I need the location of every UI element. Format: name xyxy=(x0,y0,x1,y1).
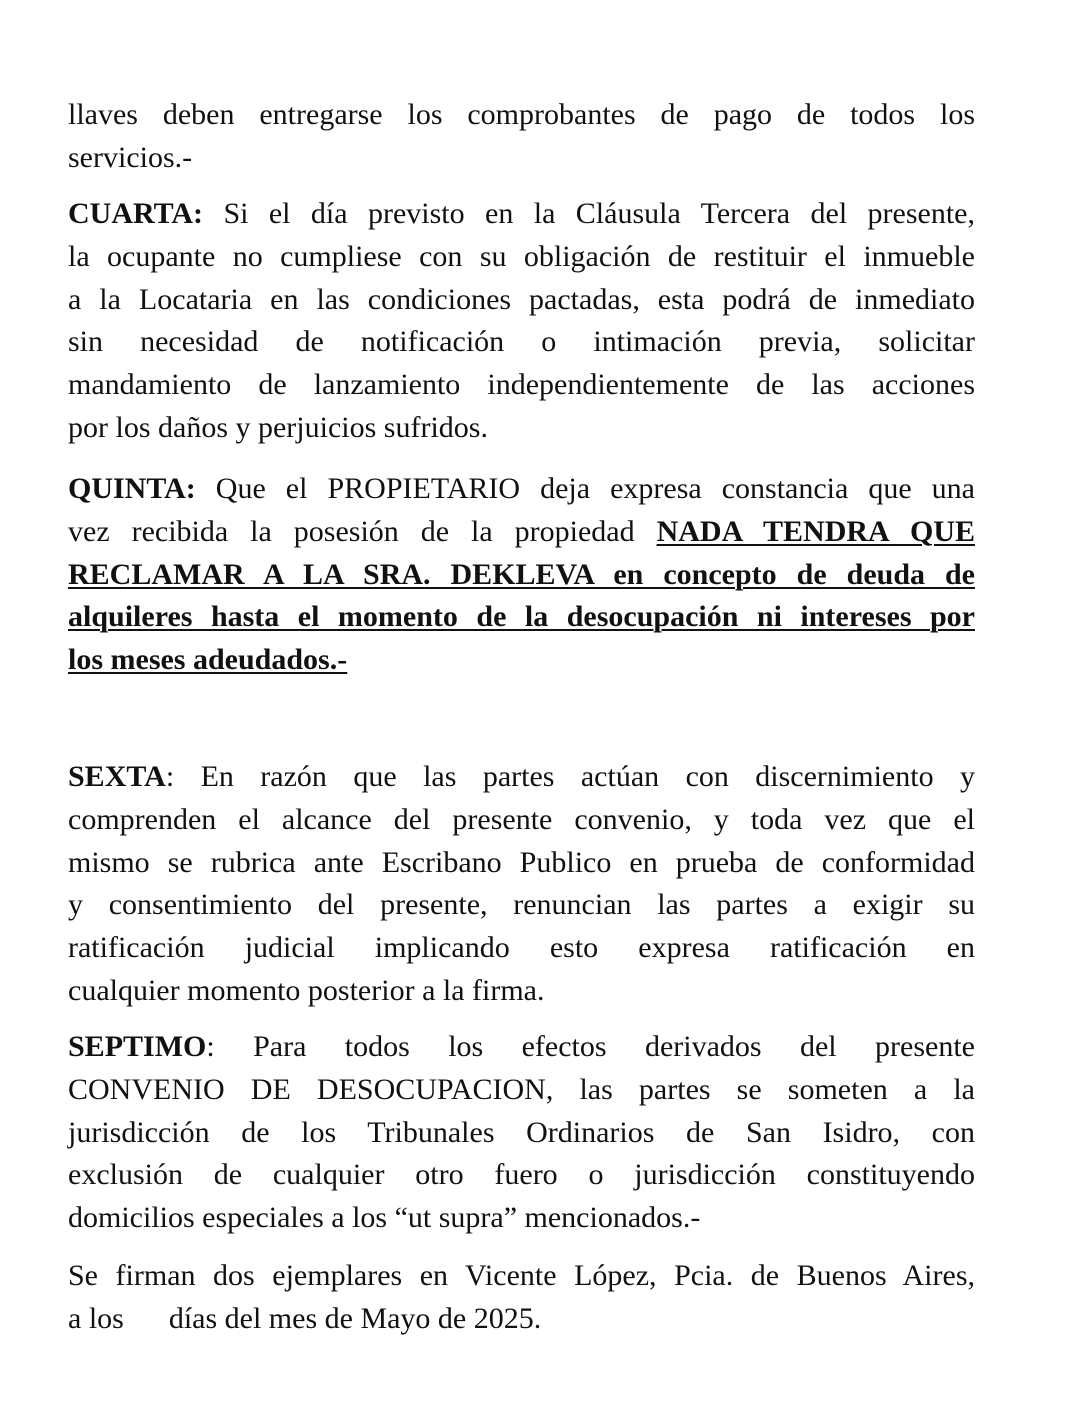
bold-text: SEPTIMO xyxy=(68,1030,207,1063)
text-segment: ratificación judicial implicando esto expresa ratificación en xyxy=(68,931,975,965)
clause-cuarta xyxy=(68,193,975,450)
text-segment: Si el día previsto en la Cláusula Tercera del presente, xyxy=(203,197,975,230)
bold-text: RECLAMAR A LA SRA. DEKLEVA en concepto de deuda de xyxy=(68,557,975,591)
text-line xyxy=(68,1026,975,1069)
text-line xyxy=(68,468,975,511)
text-segment: exclusión de cualquier otro fuero o jurisdicción constituyendo xyxy=(68,1158,975,1192)
text-line xyxy=(68,554,975,597)
text-line xyxy=(68,137,975,180)
text-segment: domicilios especiales a los “ut supra” mencionados.- xyxy=(68,1201,701,1235)
text-segment: : Para todos los efectos derivados del presente xyxy=(206,1030,975,1063)
text-line xyxy=(68,596,975,639)
bold-text: QUINTA: xyxy=(68,472,196,505)
text-segment: a la Locataria en las condiciones pactadas, esta podrá de inmediato xyxy=(68,282,975,316)
text-line xyxy=(68,1255,975,1298)
text-line xyxy=(68,970,975,1013)
text-segment: llaves deben entregarse los comprobantes de pago de todos los xyxy=(68,98,975,131)
text-line xyxy=(68,94,975,137)
bold-text: NADA TENDRA QUE xyxy=(656,514,976,548)
text-segment: jurisdicción de los Tribunales Ordinarios de San Isidro, con xyxy=(68,1115,975,1149)
bold-text: CUARTA: xyxy=(68,197,204,230)
text-line xyxy=(68,193,975,236)
signing-paragraph xyxy=(68,1255,975,1341)
text-segment: comprenden el alcance del presente convenio, y toda vez que el xyxy=(68,802,975,836)
paragraph-services xyxy=(68,94,975,180)
text-line xyxy=(68,639,975,682)
text-segment: sin necesidad de notificación o intimación previa, solicitar xyxy=(68,325,975,359)
text-segment: : En razón que las partes actúan con discernimiento y xyxy=(165,760,975,793)
text-segment: por los daños y perjuicios sufridos. xyxy=(68,410,488,444)
text-line xyxy=(68,321,975,364)
text-segment: mismo se rubrica ante Escribano Publico en prueba de conformidad xyxy=(68,845,975,879)
text-line xyxy=(68,364,975,407)
text-segment: Se firman dos ejemplares en Vicente López, Pcia. de Buenos Aires, xyxy=(68,1259,975,1292)
text-line xyxy=(68,1112,975,1155)
text-line xyxy=(68,1197,975,1240)
text-line xyxy=(68,236,975,279)
text-line xyxy=(68,279,975,322)
text-line xyxy=(68,407,975,450)
text-segment: Que el PROPIETARIO deja expresa constancia que una xyxy=(195,472,975,505)
text-segment: mandamiento de lanzamiento independientemente de las acciones xyxy=(68,368,975,402)
text-line xyxy=(68,842,975,885)
text-segment: servicios.- xyxy=(68,140,193,174)
text-line xyxy=(68,1298,975,1341)
text-line xyxy=(68,927,975,970)
text-line xyxy=(68,1069,975,1112)
text-line xyxy=(68,511,975,554)
bold-text: alquileres hasta el momento de la desocupación ni intereses por xyxy=(68,600,975,634)
text-segment: la ocupante no cumpliese con su obligación de restituir el inmueble xyxy=(68,239,975,273)
text-line xyxy=(68,756,975,799)
bold-text: SEXTA xyxy=(68,760,166,793)
text-line xyxy=(68,1154,975,1197)
text-line xyxy=(68,799,975,842)
bold-text: los meses adeudados.- xyxy=(68,643,348,677)
text-line xyxy=(68,884,975,927)
clause-quinta xyxy=(68,468,975,682)
text-segment: CONVENIO DE DESOCUPACION, las partes se someten a la xyxy=(68,1072,975,1106)
text-segment: vez recibida la posesión de la propiedad xyxy=(68,514,657,548)
clause-septimo xyxy=(68,1026,975,1240)
text-segment: a los días del mes de Mayo de 2025. xyxy=(68,1301,542,1335)
text-segment: cualquier momento posterior a la firma. xyxy=(68,973,545,1007)
clause-sexta xyxy=(68,756,975,1013)
text-segment: y consentimiento del presente, renuncian las partes a exigir su xyxy=(68,888,975,922)
